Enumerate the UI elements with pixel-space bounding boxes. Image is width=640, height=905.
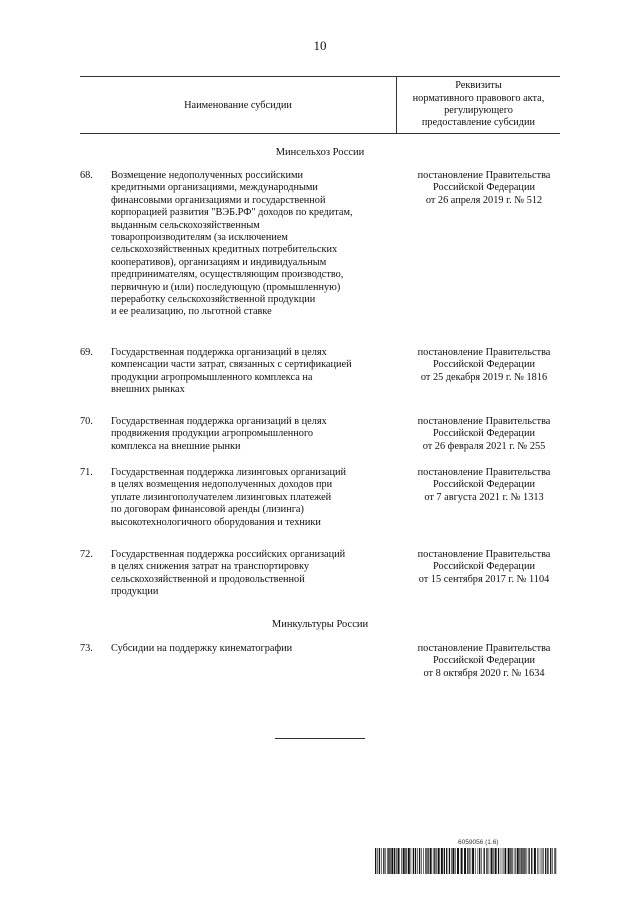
section-heading-minselkhoz: Минсельхоз России xyxy=(275,147,365,158)
row-number: 70. xyxy=(80,416,93,427)
row-subsidy-name: Государственная поддержка российских организаций в целях снижения затрат на транспортировку сельскохозяйственной и продовольственной продукции xyxy=(111,549,346,598)
row-number: 72. xyxy=(80,549,93,560)
table-header xyxy=(80,76,560,134)
row-requisites: постановление Правительства Российской Федерации от 26 февраля 2021 г. № 255 xyxy=(417,416,551,452)
row-subsidy-name: Государственная поддержка лизинговых организаций в целях возмещения недополученных доходов при уплате лизингополучателем лизинговых платежей по договорам финансовой аренды (лизинга) высокотехнологичного оборудования и техники xyxy=(111,467,346,528)
row-requisites: постановление Правительства Российской Федерации от 25 декабря 2019 г. № 1816 xyxy=(417,347,551,383)
row-number: 68. xyxy=(80,170,93,181)
row-requisites: постановление Правительства Российской Федерации от 15 сентября 2017 г. № 1104 xyxy=(417,549,551,585)
row-subsidy-name: Субсидии на поддержку кинематографии xyxy=(111,643,293,654)
header-subsidy-name: Наименование субсидии xyxy=(184,99,292,111)
row-requisites: постановление Правительства Российской Федерации от 26 апреля 2019 г. № 512 xyxy=(417,170,551,206)
row-number: 71. xyxy=(80,467,93,478)
end-of-document-line xyxy=(275,738,365,739)
page-number: 10 xyxy=(313,38,327,53)
row-subsidy-name: Государственная поддержка организаций в целях продвижения продукции агропромышленного комплекса на внешние рынки xyxy=(111,416,327,452)
row-requisites: постановление Правительства Российской Федерации от 8 октября 2020 г. № 1634 xyxy=(417,643,551,679)
document-code: 6059056 (1.6) xyxy=(458,839,499,846)
header-requisites: Реквизиты нормативного правового акта, регулирующего предоставление субсидии xyxy=(412,80,545,129)
barcode-image xyxy=(375,848,557,874)
row-number: 73. xyxy=(80,643,93,654)
row-requisites: постановление Правительства Российской Федерации от 7 августа 2021 г. № 1313 xyxy=(417,467,551,503)
row-subsidy-name: Возмещение недополученных российскими кредитными организациями, международными финансовыми организациями и государственной корпорацией развития "ВЭБ.РФ" доходов по кредитам, выданным сельскохозяйственным товаропроизводителям (за исключением сельскохозяйственных кредитных потребительских кооперативов), организациям и индивидуальным предпринимателям, осуществляющим производство, первичную и (или) последующую (промышленную) переработку сельскохозяйственной продукции и ее реализацию, по льготной ставке xyxy=(111,170,353,318)
row-number: 69. xyxy=(80,347,93,358)
row-subsidy-name: Государственная поддержка организаций в целях компенсации части затрат, связанных с сертификацией продукции агропромышленного комплекса на внешних рынках xyxy=(111,347,352,396)
section-heading-minkultury: Минкультуры России xyxy=(271,619,369,630)
